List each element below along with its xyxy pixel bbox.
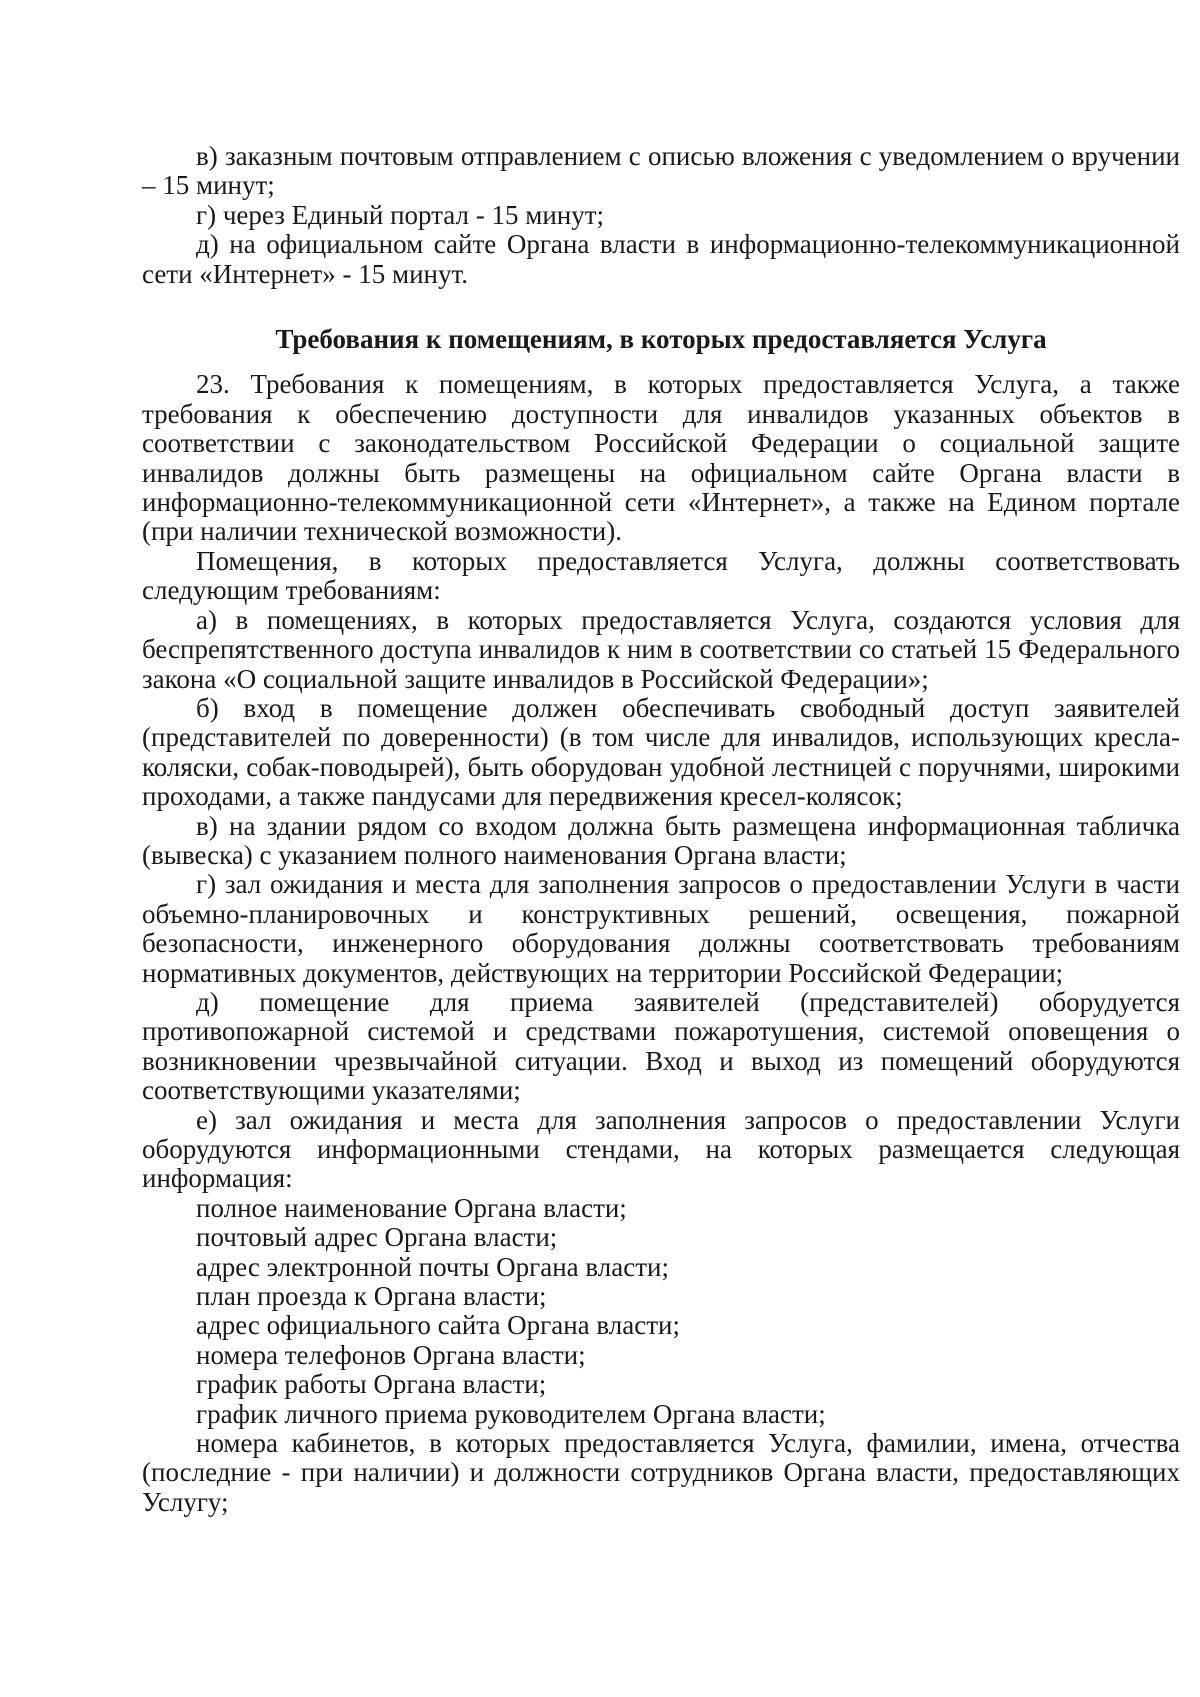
list-item: адрес электронной почты Органа власти; — [196, 1251, 670, 1282]
list-item: план проезда к Органа власти; — [196, 1281, 547, 1312]
paragraph-mail-delivery: в) заказным почтовым отправлением с описью вложения с уведомлением о вручении – 15 минут; — [142, 141, 1180, 201]
list-item: номера кабинетов, в которых предоставляется Услуга, фамилии, имена, отчества (последние - при наличии) и должности сотрудников Органа власти, предоставляющих Услугу; — [142, 1428, 1180, 1517]
list-item: почтовый адрес Органа власти; — [196, 1222, 558, 1253]
list-item: адрес официального сайта Органа власти; — [196, 1310, 680, 1341]
paragraph-item-g: г) зал ожидания и места для заполнения запросов о предоставлении Услуги в части объемно-планировочных и конструктивных решений, освещения, пожарной безопасности, инженерного оборудования должны соответствовать требованиям нормативных документов, действующих на территории Российской Федерации; — [142, 869, 1180, 988]
paragraph-premises-requirements: Помещения, в которых предоставляется Услуга, должны соответствовать следующим требованиям: — [142, 545, 1180, 606]
section-heading: Требования к помещениям, в которых предоставляется Услуга — [275, 324, 1047, 355]
paragraph-item-d: д) помещение для приема заявителей (представителей) оборудуется противопожарной системой и средствами пожаротушения, системой оповещения о возникновении чрезвычайной ситуации. Вход и выход из помещений оборудуются соответствующими указателями; — [142, 986, 1180, 1106]
list-item: график личного приема руководителем Органа власти; — [196, 1398, 826, 1429]
paragraph-23: 23. Требования к помещениям, в которых предоставляется Услуга, а также требования к обеспечению доступности для инвалидов указанных объектов в соответствии с законодательством Российской Федерации о социальной защите инвалидов должны быть размещены на официальном сайте Органа власти в информационно-телекоммуникационной сети «Интернет», а также на Едином портале (при наличии технической возможности). — [142, 369, 1180, 547]
paragraph-unified-portal: г) через Единый портал - 15 минут; — [196, 199, 605, 230]
list-item: график работы Органа власти; — [196, 1369, 547, 1400]
list-item: номера телефонов Органа власти; — [196, 1339, 586, 1370]
paragraph-item-v: в) на здании рядом со входом должна быть размещена информационная табличка (вывеска) с указанием полного наименования Органа власти; — [142, 810, 1180, 870]
paragraph-official-site: д) на официальном сайте Органа власти в информационно-телекоммуникационной сети «Интернет» - 15 минут. — [142, 229, 1180, 289]
document-page — [142, 142, 1180, 1517]
paragraph-item-b: б) вход в помещение должен обеспечивать свободный доступ заявителей (представителей по доверенности) (в том числе для инвалидов, использующих кресла-коляски, собак-поводырей), быть оборудован удобной лестницей с поручнями, широкими проходами, а также пандусами для передвижения кресел-колясок; — [142, 692, 1180, 812]
list-item: полное наименование Органа власти; — [196, 1192, 627, 1223]
paragraph-item-a: а) в помещениях, в которых предоставляется Услуга, создаются условия для беспрепятственного доступа инвалидов к ним в соответствии со статьей 15 Федерального закона «О социальной защите инвалидов в Российской Федерации»; — [142, 604, 1180, 694]
paragraph-item-e: е) зал ожидания и места для заполнения запросов о предоставлении Услуги оборудуются информационными стендами, на которых размещается следующая информация: — [142, 1104, 1180, 1194]
